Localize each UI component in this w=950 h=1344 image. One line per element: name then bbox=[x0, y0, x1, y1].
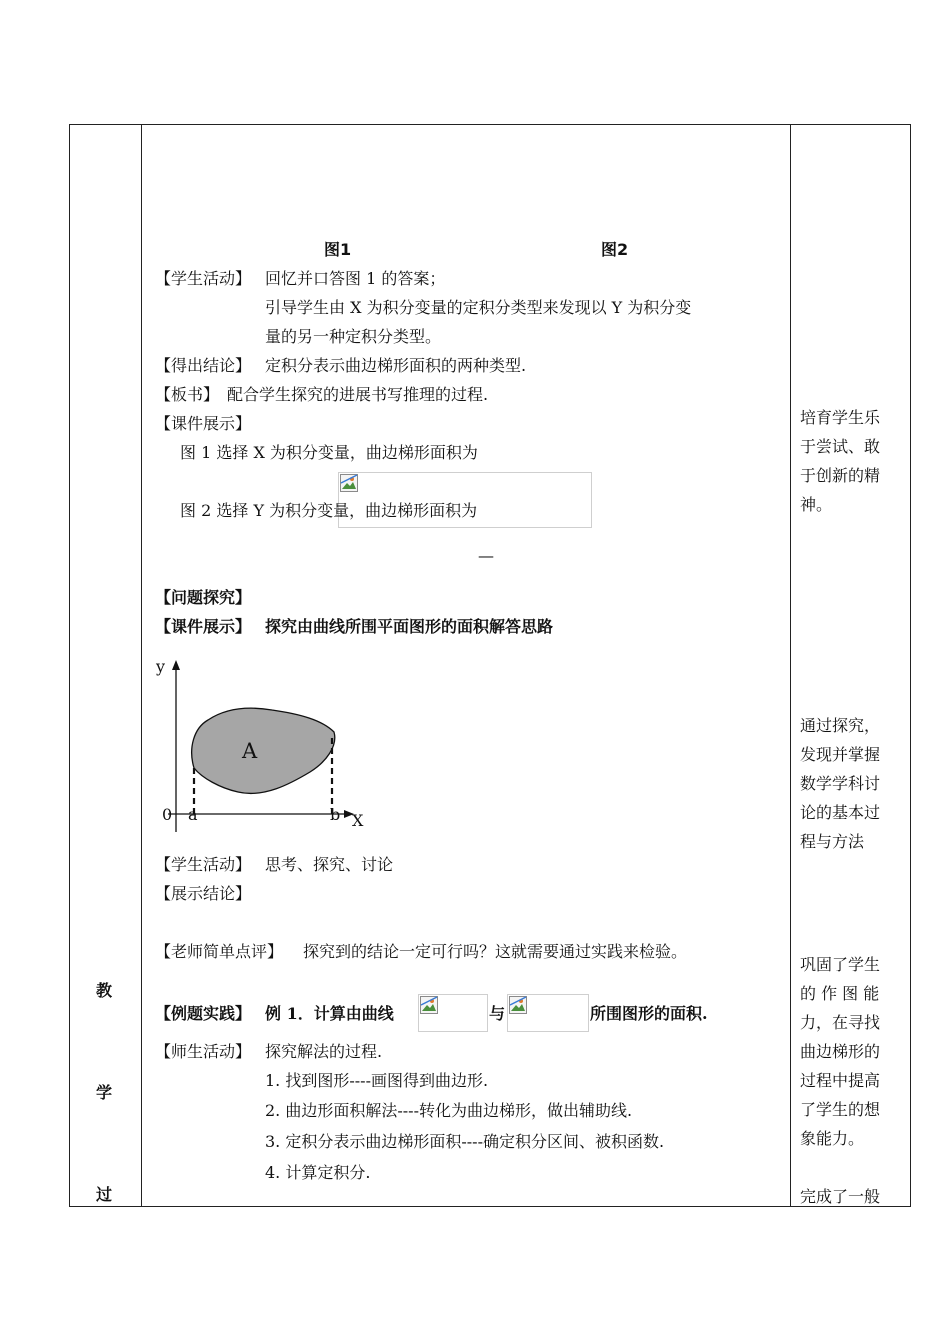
teacher-comment-tag: 【老师简单点评】 bbox=[155, 942, 284, 961]
example-text-b: 与 bbox=[489, 1004, 506, 1023]
note-line: 于尝试、敢 bbox=[800, 437, 881, 456]
note-4 bbox=[800, 1182, 904, 1211]
y-axis-label: y bbox=[156, 657, 166, 676]
figure-caption-2: 图2 bbox=[601, 240, 629, 259]
board-tag: 【板书】 bbox=[155, 385, 220, 404]
region-label: A bbox=[242, 739, 258, 763]
column-divider bbox=[141, 125, 142, 1206]
example-text-a: 例 1．计算由曲线 bbox=[265, 1004, 394, 1023]
region-a-shape bbox=[192, 708, 335, 793]
board-text: 配合学生探究的进展书写推理的过程. bbox=[227, 385, 489, 404]
conclusion-tag: 【得出结论】 bbox=[155, 356, 252, 375]
student-activity-line: 引导学生由 X 为积分变量的定积分类型来发现以 Y 为积分变 bbox=[265, 298, 692, 317]
note-line: 的 作 图 能 bbox=[800, 984, 880, 1003]
teacher-student-text: 探究解法的过程. bbox=[265, 1042, 383, 1061]
left-col-char: 教 bbox=[96, 981, 113, 1000]
b-label: b bbox=[330, 805, 341, 824]
note-line: 过程中提高 bbox=[800, 1071, 881, 1090]
a-label: a bbox=[188, 805, 198, 824]
note-line: 发现并掌握 bbox=[800, 745, 881, 764]
student-activity-line: 回忆并口答图 1 的答案； bbox=[265, 269, 446, 288]
problem-explore-tag: 【问题探究】 bbox=[155, 588, 252, 607]
origin-label: 0 bbox=[162, 805, 173, 824]
note-line: 论的基本过 bbox=[800, 803, 881, 822]
step-item: 2. 曲边形面积解法----转化为曲边梯形，做出辅助线. bbox=[265, 1101, 633, 1120]
courseware-fig1-text: 图 1 选择 X 为积分变量，曲边梯形面积为 bbox=[180, 443, 478, 462]
figure-caption-1: 图1 bbox=[324, 240, 352, 259]
courseware-tag: 【课件展示】 bbox=[155, 414, 252, 433]
x-axis-label: X bbox=[352, 811, 364, 830]
student-activity-text: 思考、探究、讨论 bbox=[265, 855, 394, 874]
broken-image-icon bbox=[509, 996, 527, 1014]
note-line: 于创新的精 bbox=[800, 466, 881, 485]
area-diagram bbox=[150, 650, 390, 840]
note-line: 培育学生乐 bbox=[800, 408, 881, 427]
note-line: 完成了一般 bbox=[800, 1187, 881, 1206]
note-line: 了学生的想 bbox=[800, 1100, 881, 1119]
note-line: 程与方法 bbox=[800, 832, 865, 851]
y-axis-arrow bbox=[172, 660, 180, 670]
note-line: 数学学科讨 bbox=[800, 774, 881, 793]
courseware-tag: 【课件展示】 bbox=[155, 617, 252, 636]
student-activity-line: 量的另一种定积分类型。 bbox=[265, 327, 442, 346]
step-item: 4. 计算定积分. bbox=[265, 1163, 371, 1182]
teacher-comment-text: 探究到的结论一定可行吗？这就需要通过实践来检验。 bbox=[303, 942, 688, 961]
note-line: 曲边梯形的 bbox=[800, 1042, 881, 1061]
courseware-fig2-text: 图 2 选择 Y 为积分变量，曲边梯形面积为 bbox=[180, 501, 478, 520]
note-line: 通过探究， bbox=[800, 716, 881, 735]
dash-mark: — bbox=[478, 546, 494, 565]
note-2 bbox=[800, 711, 904, 856]
note-line: 巩固了学生 bbox=[800, 955, 881, 974]
note-1 bbox=[800, 403, 904, 519]
left-col-char: 学 bbox=[96, 1083, 113, 1102]
conclusion-text: 定积分表示曲边梯形面积的两种类型. bbox=[265, 356, 527, 375]
left-col-char: 过 bbox=[96, 1185, 113, 1204]
step-item: 3. 定积分表示曲边梯形面积----确定积分区间、被积函数. bbox=[265, 1132, 665, 1151]
note-line: 神。 bbox=[800, 495, 833, 514]
note-3 bbox=[800, 950, 904, 1153]
column-divider bbox=[790, 125, 791, 1206]
note-line: 力，在寻找 bbox=[800, 1013, 881, 1032]
show-conclusion-tag: 【展示结论】 bbox=[155, 884, 252, 903]
student-activity-tag: 【学生活动】 bbox=[155, 855, 252, 874]
student-activity-tag: 【学生活动】 bbox=[155, 269, 252, 288]
example-text-c: 所围图形的面积. bbox=[590, 1004, 708, 1023]
note-line: 象能力。 bbox=[800, 1129, 865, 1148]
step-item: 1. 找到图形----画图得到曲边形. bbox=[265, 1071, 489, 1090]
teacher-student-tag: 【师生活动】 bbox=[155, 1042, 252, 1061]
broken-image-icon bbox=[340, 474, 358, 492]
broken-image-icon bbox=[420, 996, 438, 1014]
courseware-heading: 探究由曲线所围平面图形的面积解答思路 bbox=[265, 617, 554, 636]
example-tag: 【例题实践】 bbox=[155, 1004, 252, 1023]
